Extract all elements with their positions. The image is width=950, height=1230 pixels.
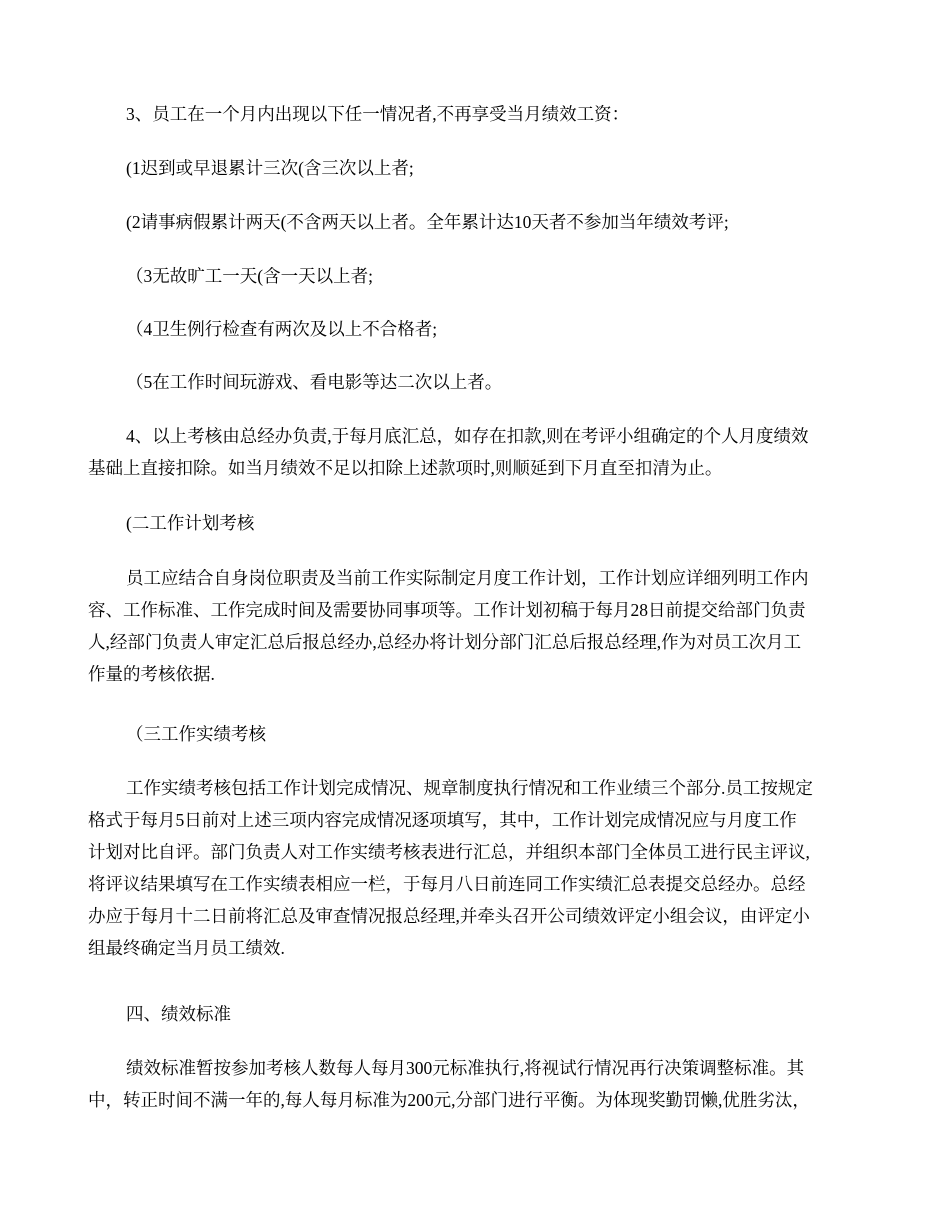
paragraph-sub-4: [88, 313, 863, 345]
paragraph-sub-5: [88, 366, 863, 398]
paragraph-item-4: [88, 420, 863, 484]
text-line: 将评议结果填写在工作实绩表相应一栏，于每月八日前连同工作实绩汇总表提交总经办。总经: [88, 874, 806, 894]
text-line: 人,经部门负责人审定汇总后报总经办,总经办将计划分部门汇总后报总经理,作为对员工次月工: [88, 632, 802, 652]
text-line: (2请事病假累计两天(不含两天以上者。全年累计达10天者不参加当年绩效考评;: [126, 212, 729, 232]
text-line: 计划对比自评。部门负责人对工作实绩考核表进行汇总，并组织本部门全体员工进行民主评议,: [88, 842, 810, 862]
text-line: 4、以上考核由总经办负责,于每月底汇总，如存在扣款,则在考评小组确定的个人月度绩效: [126, 426, 809, 446]
text-line: 中，转正时间不满一年的,每人每月标准为200元,分部门进行平衡。为体现奖勤罚懒,优胜劣汰，: [88, 1090, 810, 1110]
section-4-body: [88, 1052, 863, 1116]
text-line: 工作实绩考核包括工作计划完成情况、规章制度执行情况和工作业绩三个部分.员工按规定: [126, 778, 813, 798]
section-3-body: [88, 772, 863, 964]
text-line: 容、工作标准、工作完成时间及需要协同事项等。工作计划初稿于每月28日前提交给部门负责: [88, 600, 806, 620]
text-line: 绩效标准暂按参加考核人数每人每月300元标准执行,将视试行情况再行决策调整标准。其: [126, 1058, 805, 1078]
section-4-title: [88, 998, 863, 1030]
text-line: 员工应结合自身岗位职责及当前工作实际制定月度工作计划，工作计划应详细列明工作内: [126, 568, 809, 588]
section-2-title: [88, 507, 863, 539]
text-line: 组最终确定当月员工绩效.: [88, 938, 285, 958]
section-2-body: [88, 562, 863, 690]
text-line: 四、绩效标准: [126, 1004, 231, 1024]
text-line: 办应于每月十二日前将汇总及审查情况报总经理,并牵头召开公司绩效评定小组会议，由评定小: [88, 906, 810, 926]
text-line: （三工作实绩考核: [126, 724, 266, 744]
text-line: 格式于每月5日前对上述三项内容完成情况逐项填写，其中，工作计划完成情况应与月度工作: [88, 810, 797, 830]
text-line: 作量的考核依据.: [88, 664, 215, 684]
paragraph-sub-3: [88, 260, 863, 292]
text-line: 3、员工在一个月内出现以下任一情况者,不再享受当月绩效工资：: [126, 104, 630, 124]
paragraph-sub-1: [88, 152, 863, 184]
text-line: (二工作计划考核: [126, 513, 255, 533]
text-line: 基础上直接扣除。如当月绩效不足以扣除上述款项时,则顺延到下月直至扣清为止。: [88, 458, 723, 478]
paragraph-sub-2: [88, 206, 863, 238]
paragraph-item-3: [88, 98, 863, 130]
section-3-title: [88, 718, 863, 750]
text-line: （3无故旷工一天(含一天以上者;: [126, 266, 373, 286]
text-line: （5在工作时间玩游戏、看电影等达二次以上者。: [126, 372, 503, 392]
text-line: （4卫生例行检查有两次及以上不合格者;: [126, 319, 438, 339]
text-line: (1迟到或早退累计三次(含三次以上者;: [126, 158, 414, 178]
